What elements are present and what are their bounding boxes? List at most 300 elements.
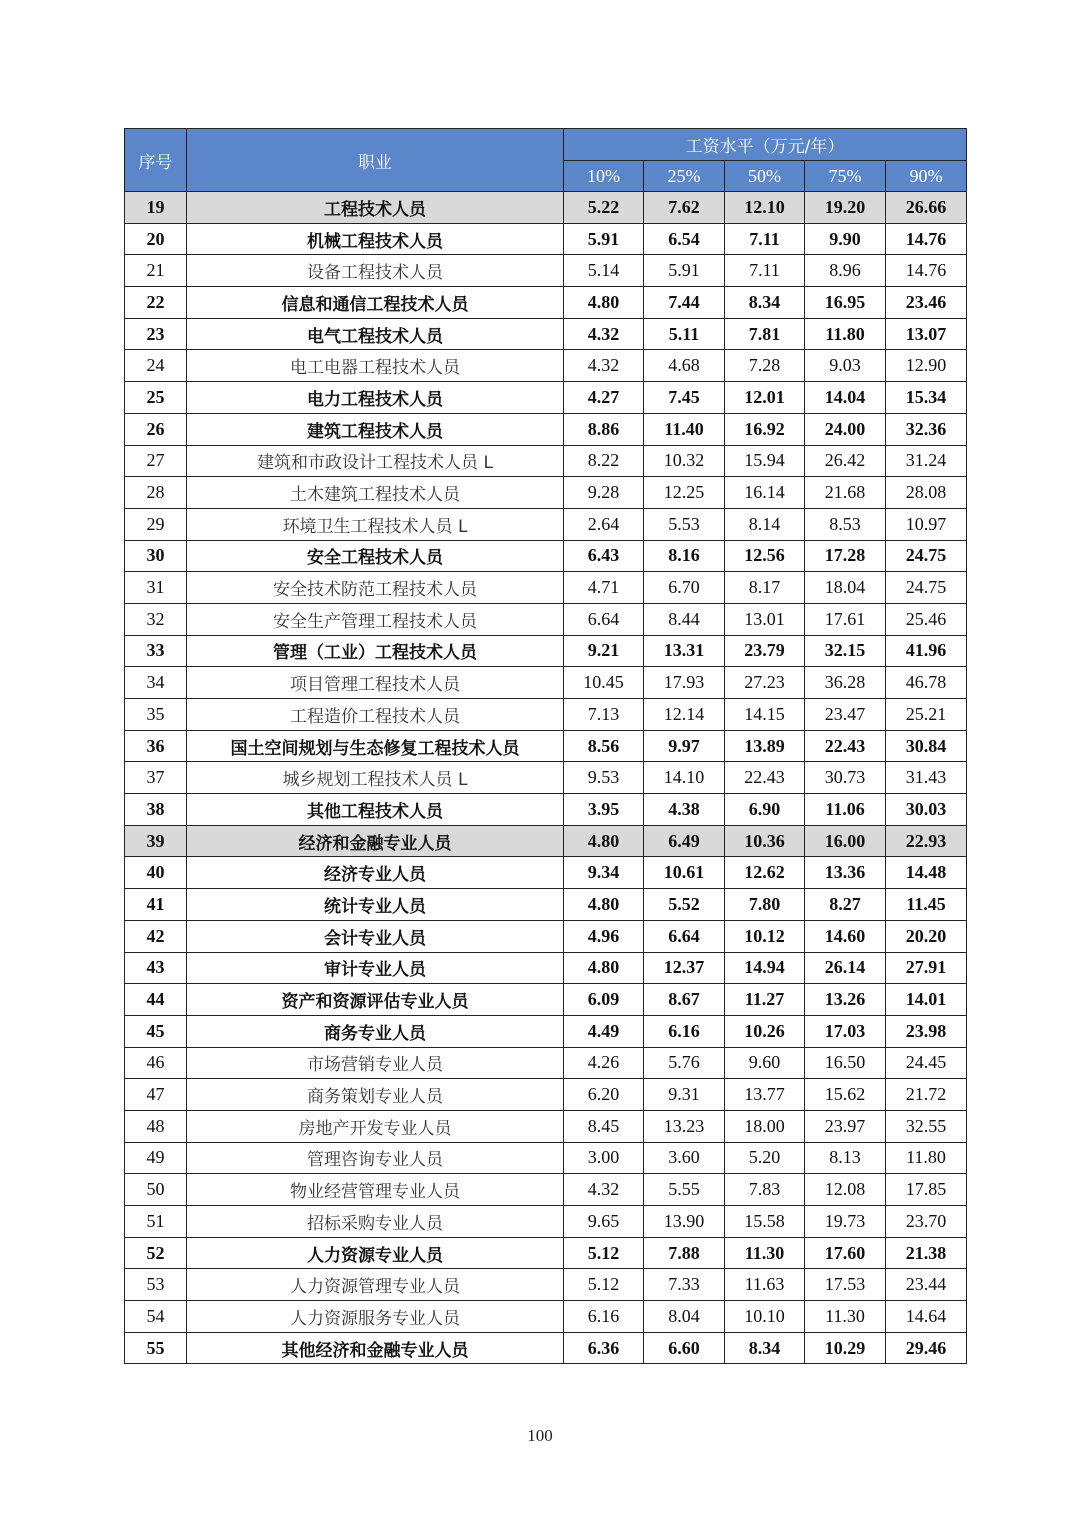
salary-p10: 4.71 [564, 572, 644, 604]
salary-p75: 14.04 [805, 382, 886, 414]
salary-p10: 6.64 [564, 603, 644, 635]
salary-p25: 14.10 [644, 762, 725, 794]
salary-p75: 11.30 [805, 1301, 886, 1333]
table-row [125, 825, 967, 857]
row-index: 46 [125, 1047, 187, 1079]
salary-p75: 15.62 [805, 1079, 886, 1111]
salary-p10: 5.12 [564, 1237, 644, 1269]
salary-p10: 8.45 [564, 1110, 644, 1142]
table-row [125, 477, 967, 509]
salary-p75: 16.00 [805, 825, 886, 857]
salary-p75: 17.03 [805, 1015, 886, 1047]
table-row [125, 857, 967, 889]
salary-p10: 5.12 [564, 1269, 644, 1301]
table-body [125, 192, 967, 1364]
occupation-name: 人力资源服务专业人员 [187, 1301, 564, 1333]
salary-p25: 6.70 [644, 572, 725, 604]
salary-p75: 22.43 [805, 730, 886, 762]
salary-p75: 23.97 [805, 1110, 886, 1142]
table-row [125, 540, 967, 572]
salary-p90: 14.01 [886, 984, 967, 1016]
salary-p90: 23.44 [886, 1269, 967, 1301]
salary-p75: 21.68 [805, 477, 886, 509]
salary-p75: 32.15 [805, 635, 886, 667]
salary-p90: 11.45 [886, 889, 967, 921]
salary-p75: 17.60 [805, 1237, 886, 1269]
table-row [125, 794, 967, 826]
row-index: 19 [125, 192, 187, 224]
salary-p50: 5.20 [725, 1142, 805, 1174]
occupation-name: 管理咨询专业人员 [187, 1142, 564, 1174]
table-row [125, 1206, 967, 1238]
row-index: 44 [125, 984, 187, 1016]
salary-p75: 36.28 [805, 667, 886, 699]
table-row [125, 603, 967, 635]
salary-p10: 10.45 [564, 667, 644, 699]
occupation-name: 房地产开发专业人员 [187, 1110, 564, 1142]
salary-p90: 25.46 [886, 603, 967, 635]
salary-p10: 4.49 [564, 1015, 644, 1047]
occupation-name: 机械工程技术人员 [187, 223, 564, 255]
occupation-name: 统计专业人员 [187, 889, 564, 921]
salary-table [124, 128, 967, 1364]
table-row [125, 508, 967, 540]
salary-p90: 24.75 [886, 540, 967, 572]
salary-p90: 14.64 [886, 1301, 967, 1333]
salary-p10: 4.32 [564, 318, 644, 350]
salary-p25: 5.55 [644, 1174, 725, 1206]
salary-p25: 6.49 [644, 825, 725, 857]
salary-p10: 6.43 [564, 540, 644, 572]
salary-p75: 17.53 [805, 1269, 886, 1301]
salary-p90: 41.96 [886, 635, 967, 667]
salary-p10: 8.56 [564, 730, 644, 762]
header-percentile-25: 25% [644, 161, 725, 192]
row-index: 37 [125, 762, 187, 794]
salary-p90: 46.78 [886, 667, 967, 699]
occupation-name: 管理（工业）工程技术人员 [187, 635, 564, 667]
occupation-name: 人力资源专业人员 [187, 1237, 564, 1269]
header-percentile-50: 50% [725, 161, 805, 192]
row-index: 39 [125, 825, 187, 857]
row-index: 38 [125, 794, 187, 826]
row-index: 25 [125, 382, 187, 414]
occupation-name: 建筑和市政设计工程技术人员 L [187, 445, 564, 477]
salary-p50: 11.63 [725, 1269, 805, 1301]
occupation-name: 物业经营管理专业人员 [187, 1174, 564, 1206]
salary-p50: 9.60 [725, 1047, 805, 1079]
salary-p10: 4.80 [564, 825, 644, 857]
header-salary-level: 工资水平（万元/年） [564, 129, 967, 161]
table-row [125, 984, 967, 1016]
table-row [125, 667, 967, 699]
row-index: 55 [125, 1332, 187, 1364]
salary-p90: 23.70 [886, 1206, 967, 1238]
salary-p75: 24.00 [805, 413, 886, 445]
salary-p10: 4.80 [564, 889, 644, 921]
salary-p50: 8.34 [725, 1332, 805, 1364]
salary-p25: 13.23 [644, 1110, 725, 1142]
row-index: 28 [125, 477, 187, 509]
salary-p90: 23.46 [886, 287, 967, 319]
salary-p90: 29.46 [886, 1332, 967, 1364]
salary-p10: 4.80 [564, 287, 644, 319]
salary-p90: 17.85 [886, 1174, 967, 1206]
salary-p50: 10.26 [725, 1015, 805, 1047]
salary-p25: 17.93 [644, 667, 725, 699]
salary-p25: 10.61 [644, 857, 725, 889]
salary-p90: 25.21 [886, 699, 967, 731]
salary-p90: 12.90 [886, 350, 967, 382]
occupation-name: 其他工程技术人员 [187, 794, 564, 826]
salary-p50: 12.62 [725, 857, 805, 889]
salary-p10: 6.16 [564, 1301, 644, 1333]
occupation-name: 人力资源管理专业人员 [187, 1269, 564, 1301]
row-index: 51 [125, 1206, 187, 1238]
salary-p50: 12.56 [725, 540, 805, 572]
table-row [125, 1015, 967, 1047]
salary-p50: 13.01 [725, 603, 805, 635]
salary-p25: 9.31 [644, 1079, 725, 1111]
occupation-name: 信息和通信工程技术人员 [187, 287, 564, 319]
salary-p75: 17.61 [805, 603, 886, 635]
salary-p75: 16.95 [805, 287, 886, 319]
salary-p90: 31.24 [886, 445, 967, 477]
table-row [125, 413, 967, 445]
salary-p25: 10.32 [644, 445, 725, 477]
salary-p10: 6.36 [564, 1332, 644, 1364]
salary-p25: 5.52 [644, 889, 725, 921]
salary-p90: 20.20 [886, 920, 967, 952]
salary-p25: 5.91 [644, 255, 725, 287]
table-row [125, 350, 967, 382]
salary-p90: 21.38 [886, 1237, 967, 1269]
salary-p25: 8.67 [644, 984, 725, 1016]
occupation-name: 电气工程技术人员 [187, 318, 564, 350]
salary-p50: 8.34 [725, 287, 805, 319]
salary-p25: 7.62 [644, 192, 725, 224]
salary-p10: 8.86 [564, 413, 644, 445]
table-header [125, 129, 967, 192]
salary-p10: 4.26 [564, 1047, 644, 1079]
salary-p25: 8.16 [644, 540, 725, 572]
salary-p75: 11.80 [805, 318, 886, 350]
occupation-name: 电力工程技术人员 [187, 382, 564, 414]
salary-p75: 14.60 [805, 920, 886, 952]
salary-p75: 9.90 [805, 223, 886, 255]
salary-p25: 8.44 [644, 603, 725, 635]
salary-p25: 8.04 [644, 1301, 725, 1333]
table-row [125, 1110, 967, 1142]
salary-p50: 22.43 [725, 762, 805, 794]
salary-p25: 12.25 [644, 477, 725, 509]
salary-p75: 8.53 [805, 508, 886, 540]
salary-p10: 5.91 [564, 223, 644, 255]
salary-p75: 13.26 [805, 984, 886, 1016]
occupation-name: 安全工程技术人员 [187, 540, 564, 572]
table-row [125, 762, 967, 794]
table-row [125, 889, 967, 921]
salary-p50: 14.94 [725, 952, 805, 984]
salary-p50: 13.89 [725, 730, 805, 762]
salary-p50: 6.90 [725, 794, 805, 826]
salary-p10: 4.27 [564, 382, 644, 414]
salary-p25: 4.68 [644, 350, 725, 382]
salary-p50: 10.12 [725, 920, 805, 952]
row-index: 49 [125, 1142, 187, 1174]
occupation-name: 建筑工程技术人员 [187, 413, 564, 445]
row-index: 48 [125, 1110, 187, 1142]
salary-p90: 30.84 [886, 730, 967, 762]
salary-p50: 27.23 [725, 667, 805, 699]
occupation-name: 电工电器工程技术人员 [187, 350, 564, 382]
salary-p50: 10.36 [725, 825, 805, 857]
salary-p50: 12.10 [725, 192, 805, 224]
salary-p25: 12.14 [644, 699, 725, 731]
salary-p75: 8.27 [805, 889, 886, 921]
occupation-name: 项目管理工程技术人员 [187, 667, 564, 699]
salary-p10: 4.80 [564, 952, 644, 984]
salary-p10: 5.22 [564, 192, 644, 224]
page-number: 100 [527, 1426, 553, 1445]
salary-p90: 31.43 [886, 762, 967, 794]
salary-p50: 8.17 [725, 572, 805, 604]
row-index: 42 [125, 920, 187, 952]
occupation-name: 会计专业人员 [187, 920, 564, 952]
row-index: 26 [125, 413, 187, 445]
occupation-name: 市场营销专业人员 [187, 1047, 564, 1079]
salary-p25: 5.53 [644, 508, 725, 540]
row-index: 41 [125, 889, 187, 921]
salary-p25: 12.37 [644, 952, 725, 984]
salary-p90: 22.93 [886, 825, 967, 857]
row-index: 43 [125, 952, 187, 984]
salary-p10: 4.32 [564, 350, 644, 382]
salary-p50: 11.27 [725, 984, 805, 1016]
salary-p10: 6.09 [564, 984, 644, 1016]
salary-p10: 4.96 [564, 920, 644, 952]
occupation-name: 审计专业人员 [187, 952, 564, 984]
header-percentile-75: 75% [805, 161, 886, 192]
occupation-name: 设备工程技术人员 [187, 255, 564, 287]
row-index: 24 [125, 350, 187, 382]
occupation-name: 安全生产管理工程技术人员 [187, 603, 564, 635]
salary-p10: 9.53 [564, 762, 644, 794]
salary-p25: 7.33 [644, 1269, 725, 1301]
salary-p90: 24.75 [886, 572, 967, 604]
salary-p50: 13.77 [725, 1079, 805, 1111]
salary-p90: 13.07 [886, 318, 967, 350]
salary-p10: 6.20 [564, 1079, 644, 1111]
salary-p25: 9.97 [644, 730, 725, 762]
salary-p10: 9.65 [564, 1206, 644, 1238]
table-row [125, 1079, 967, 1111]
salary-p50: 8.14 [725, 508, 805, 540]
row-index: 27 [125, 445, 187, 477]
table-row [125, 1237, 967, 1269]
row-index: 36 [125, 730, 187, 762]
header-percentile-10: 10% [564, 161, 644, 192]
salary-p90: 23.98 [886, 1015, 967, 1047]
occupation-name: 商务专业人员 [187, 1015, 564, 1047]
salary-p50: 15.58 [725, 1206, 805, 1238]
table-row [125, 445, 967, 477]
salary-p10: 9.34 [564, 857, 644, 889]
salary-p50: 11.30 [725, 1237, 805, 1269]
salary-p50: 7.11 [725, 223, 805, 255]
salary-p75: 8.96 [805, 255, 886, 287]
occupation-name: 土木建筑工程技术人员 [187, 477, 564, 509]
row-index: 23 [125, 318, 187, 350]
row-index: 31 [125, 572, 187, 604]
salary-p25: 4.38 [644, 794, 725, 826]
salary-p75: 16.50 [805, 1047, 886, 1079]
salary-p25: 3.60 [644, 1142, 725, 1174]
row-index: 20 [125, 223, 187, 255]
row-index: 30 [125, 540, 187, 572]
table-row [125, 635, 967, 667]
salary-p25: 7.44 [644, 287, 725, 319]
table-row [125, 1269, 967, 1301]
row-index: 54 [125, 1301, 187, 1333]
row-index: 29 [125, 508, 187, 540]
salary-p75: 13.36 [805, 857, 886, 889]
row-index: 40 [125, 857, 187, 889]
salary-p25: 13.90 [644, 1206, 725, 1238]
salary-p90: 11.80 [886, 1142, 967, 1174]
salary-p10: 3.95 [564, 794, 644, 826]
table-row [125, 223, 967, 255]
salary-p25: 11.40 [644, 413, 725, 445]
salary-p50: 7.28 [725, 350, 805, 382]
salary-p25: 5.11 [644, 318, 725, 350]
table-row [125, 730, 967, 762]
salary-p10: 2.64 [564, 508, 644, 540]
salary-p50: 15.94 [725, 445, 805, 477]
row-index: 33 [125, 635, 187, 667]
salary-p50: 7.80 [725, 889, 805, 921]
salary-p10: 4.32 [564, 1174, 644, 1206]
salary-p10: 5.14 [564, 255, 644, 287]
salary-p25: 6.16 [644, 1015, 725, 1047]
salary-p50: 23.79 [725, 635, 805, 667]
salary-p50: 7.83 [725, 1174, 805, 1206]
salary-p75: 8.13 [805, 1142, 886, 1174]
header-index: 序号 [125, 129, 187, 192]
table-row [125, 1142, 967, 1174]
row-index: 21 [125, 255, 187, 287]
salary-p10: 9.21 [564, 635, 644, 667]
row-index: 34 [125, 667, 187, 699]
salary-p90: 14.76 [886, 223, 967, 255]
occupation-name: 招标采购专业人员 [187, 1206, 564, 1238]
salary-p90: 26.66 [886, 192, 967, 224]
salary-p50: 18.00 [725, 1110, 805, 1142]
occupation-name: 城乡规划工程技术人员 L [187, 762, 564, 794]
salary-p75: 23.47 [805, 699, 886, 731]
table-row [125, 1047, 967, 1079]
salary-p90: 30.03 [886, 794, 967, 826]
header-occupation: 职业 [187, 129, 564, 192]
occupation-name: 经济专业人员 [187, 857, 564, 889]
occupation-name: 商务策划专业人员 [187, 1079, 564, 1111]
salary-p25: 5.76 [644, 1047, 725, 1079]
salary-p90: 14.48 [886, 857, 967, 889]
salary-p10: 8.22 [564, 445, 644, 477]
occupation-name: 其他经济和金融专业人员 [187, 1332, 564, 1364]
occupation-name: 安全技术防范工程技术人员 [187, 572, 564, 604]
occupation-name: 国土空间规划与生态修复工程技术人员 [187, 730, 564, 762]
salary-p75: 9.03 [805, 350, 886, 382]
header-percentile-90: 90% [886, 161, 967, 192]
occupation-name: 工程技术人员 [187, 192, 564, 224]
table-row [125, 287, 967, 319]
table-row [125, 1332, 967, 1364]
salary-p75: 26.14 [805, 952, 886, 984]
row-index: 50 [125, 1174, 187, 1206]
salary-p90: 14.76 [886, 255, 967, 287]
salary-p75: 18.04 [805, 572, 886, 604]
table-row [125, 192, 967, 224]
occupation-name: 工程造价工程技术人员 [187, 699, 564, 731]
salary-p90: 32.55 [886, 1110, 967, 1142]
salary-p75: 17.28 [805, 540, 886, 572]
salary-p10: 9.28 [564, 477, 644, 509]
salary-p90: 32.36 [886, 413, 967, 445]
row-index: 53 [125, 1269, 187, 1301]
table-row [125, 255, 967, 287]
table-row [125, 382, 967, 414]
row-index: 35 [125, 699, 187, 731]
table-row [125, 1301, 967, 1333]
salary-p75: 19.20 [805, 192, 886, 224]
salary-p25: 7.88 [644, 1237, 725, 1269]
salary-p75: 19.73 [805, 1206, 886, 1238]
salary-p50: 16.14 [725, 477, 805, 509]
salary-p25: 6.64 [644, 920, 725, 952]
salary-p90: 21.72 [886, 1079, 967, 1111]
table-row [125, 699, 967, 731]
table-row [125, 572, 967, 604]
salary-p75: 10.29 [805, 1332, 886, 1364]
salary-p25: 6.54 [644, 223, 725, 255]
salary-p75: 30.73 [805, 762, 886, 794]
salary-p50: 14.15 [725, 699, 805, 731]
salary-p50: 16.92 [725, 413, 805, 445]
row-index: 52 [125, 1237, 187, 1269]
occupation-name: 资产和资源评估专业人员 [187, 984, 564, 1016]
salary-p75: 11.06 [805, 794, 886, 826]
salary-p90: 28.08 [886, 477, 967, 509]
row-index: 47 [125, 1079, 187, 1111]
salary-p90: 15.34 [886, 382, 967, 414]
table-row [125, 1174, 967, 1206]
table-row [125, 318, 967, 350]
salary-p10: 7.13 [564, 699, 644, 731]
salary-p90: 27.91 [886, 952, 967, 984]
row-index: 32 [125, 603, 187, 635]
salary-p75: 12.08 [805, 1174, 886, 1206]
table-row [125, 952, 967, 984]
occupation-name: 环境卫生工程技术人员 L [187, 508, 564, 540]
salary-p50: 12.01 [725, 382, 805, 414]
salary-p25: 7.45 [644, 382, 725, 414]
salary-p50: 7.81 [725, 318, 805, 350]
row-index: 45 [125, 1015, 187, 1047]
occupation-name: 经济和金融专业人员 [187, 825, 564, 857]
salary-p25: 13.31 [644, 635, 725, 667]
salary-p50: 7.11 [725, 255, 805, 287]
